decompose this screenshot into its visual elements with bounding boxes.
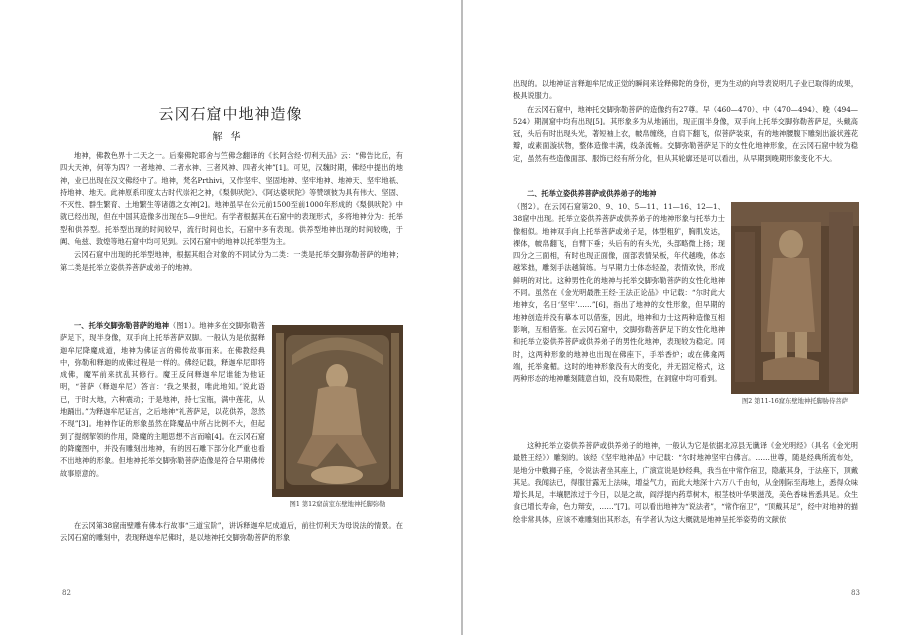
figure1-image: [272, 325, 403, 497]
figure1-relief: [272, 325, 403, 497]
right-closing-paragraph: 这种托举立姿供养菩萨或供养弟子的地神，一般认为它是依据北凉县无谶译《金光明经》（具名《金光明最胜王经》）雕刻的。该经《坚牢地神品》中记载：“尔时地神坚牢白佛言。……世尊，随是经典所流布处，是地分中敷狮子座，令说法者坐其座上，广演宣说是妙经典，我当在中常作宿卫，隐蔽其身，于法座下，顶戴其足。我闻法已，得服甘露无上法味，增益气力，而此大地深十六万八千由旬，从金刚际至海地上，悉得众味增长具足，丰壤肥浓过于今日，以是之故，阎浮提内药草树木，根茎枝叶华果滋茂，美色香味皆悉具足。众生食已增长寿命，色力辩安，……”[7]。可以看出地神为“说法者”，“常作宿卫”，“顶戴其足”，经中对地神的描绘非常具体，应该不难雕刻出其形态，有学者认为这大概就是地神呈托举姿势的文献依: [513, 441, 859, 524]
figure1-caption: 图1 第12窟前室东壁地神托脚弥勒: [289, 501, 386, 508]
section2-heading-paragraph: [513, 188, 858, 200]
right-page: [463, 0, 924, 635]
figure2-image: [731, 202, 859, 394]
right-closing-text: [513, 440, 858, 527]
section1-body: （图1）。地神多在交脚弥勒菩萨足下，现半身像，双手向上托举菩萨双脚。一般认为是依据释迦牟尼降魔成道，地神为佛证言的佛传故事而来。在佛教经典中，弥勒和释迦的成佛过程是一样的。佛经记载，释迦牟尼即将成佛，魔军前来扰乱其修行。魔王反问释迦牟尼谁能为他证明，“菩萨（释迦牟尼）答言：‘我之果报，唯此地知。’说此语已，于时大地，六种震动；于是地神，持七宝瓶，满中莲花，从地踊出。”为释迦牟尼证言，之后地神“礼菩萨足，以花供养，忽然不现”[3]。地神作证的形象虽然在降魔品中所占比例不大，但起到了提纲挈领的作用，降魔的主题思想不言而喻[4]。在云冈石窟的降魔图中，并没有雕刻出地神，有的因石雕下部分化严重也看不出地神的形象。但地神托举交脚弥勒菩萨造像是符合早期佛传故事原意的。: [60, 321, 266, 478]
left-closing-paragraph: 在云冈第38窟南壁雕有佛本行故事“三道宝阶”，讲诉释迦牟尼成道后，前往忉利天为母说法的情景。在云冈石窟的雕刻中，表现释迦牟尼佛时，是以地神托交脚弥勒菩萨的形象: [60, 521, 403, 543]
left-closing-text: [60, 520, 403, 546]
article-author: 解华: [212, 132, 249, 143]
article-title: 云冈石窟中地神造像: [158, 105, 303, 123]
figure2-relief: [731, 202, 859, 394]
figure2-caption: 图2 第11-16窟东壁地神托脚胁侍菩萨: [741, 398, 849, 405]
right-top-text: [513, 78, 858, 166]
intro-paragraph-1: 地神，佛教色界十二天之一。后秦佛陀耶舍与竺佛念翻译的《长阿含经·忉利天品》云：“佛告比丘，有四大天神，何等为四？一者地神、二者水神、三者风神、四者火神”[1]。可见，汉魏时期，佛经中提出的地神，业已出现在汉文佛经中了。地神，梵名Prthivi，又作坚牢、坚固地神、坚牢地神、地神天、坚牢地祇、持地神、地天。此神原系印度太古时代崇祀之神，《梨俱吠陀》、《阿达婆吠陀》等赞颂彼为具有伟大、坚固、不灭性、群生繁育、土地繁生等诸德之女神[2]。地神虽早在公元前1500至前1000年形成的《梨俱吠陀》中就已经出现，但在中国其造像多出现在5—9世纪。有学者根据其在石窟中的表现形式，多将地神分为：托举型和供养型。托举型出现的时间较早，流行时间也长，石窟中多有表现。供养型地神出现的时间较晚，于阗、龟兹、敦煌等地石窟中均可见到。云冈石窟中的地神以托举型为主。: [60, 151, 403, 247]
section2-heading-line: [513, 188, 858, 201]
stats-paragraph: 在云冈石窟中，地神托交脚弥勒菩萨的造像约有27尊。早（460—470）、中（470—494）、晚（494—524）期洞窟中均有出现[5]。其形象多为从地涌出，现正面半身像，双手向上托举交脚弥勒菩萨足，头戴高冠，头后有时出现头光，著短袖上衣，帔帛缠绕，自肩下翻飞，似菩萨装束，有的地神腰腹下雕刻出漩状莲花瓣，或素面漩状物，整体造像丰满，线条流畅。交脚弥勒菩萨足下的女性化地神形象，在云冈石窟中较为稳定，虽然有些造像面部、服饰已经有所分化，但从其轮廓还是可以看出，从早期到晚期形象变化不大。: [513, 104, 859, 163]
left-page-number: 82: [62, 589, 71, 597]
intro-text: [60, 150, 403, 275]
continuation-paragraph: 出现的。以地神证言释迦牟尼成正觉的瞬间来诠释佛陀的身份，更为生动的向导表说明几子业已取得的成果，极具说服力。: [513, 79, 859, 101]
section2-body: （图2）。在云冈石窟第20、9、10、5—11、11—16、12—1、38窟中出现。托举立姿供养菩萨或供养弟子的地神形象与托举力士像相似。地神双手向上托举菩萨或弟子足，体型粗犷，胸肌发达，裸体，帔帛翻飞，自臂下垂；头后有的有头光，头部略微上扬；现四分之三面相，有时也现正面像，面部表情呆板，年代越晚，体态越笨拙，雕刻手法越简练。与早期力士体态轻盈，表情欢快，形成鲜明的对比。这种男性化的地神与托举交脚弥勒菩萨的女性化地神不同。虽然在《金光明最胜王经·王法正论品》中记载：“尔时此大地神女，名日‘坚牢’……”[6]，指出了地神的女性形象，但早期的地神创造并没有摹本可以借鉴，因此，地神和力士这两种造像互相影响，互相借鉴。在云冈石窟中，交脚弥勒菩萨足下的女性化地神和托举立姿供养菩萨或供养弟子的男性化地神，表现较为稳定。同时，这两种形象的地神也出现在佛座下，手举香炉；或在佛龛两端，托举龛楣。这时的地神形象没有大的变化，并无固定格式，这两种形态的地神雕刻随意自如，没有局限性，在洞窟中均可看到。: [513, 202, 725, 384]
section2-text: [513, 201, 725, 431]
section2-heading: 二、托举立姿供养菩萨或供养弟子的地神: [527, 189, 657, 198]
right-page-number: 83: [851, 589, 860, 597]
section1-text: [60, 320, 265, 481]
section1-heading: 一、托举交脚弥勒菩萨的地神: [74, 321, 170, 330]
section1-paragraph: [60, 320, 265, 480]
intro-paragraph-2: 云冈石窟中出现的托举型地神，根据其组合对象的不同试分为二类：一类是托举交脚弥勒菩萨的地神；第二类是托举立姿供养菩萨或弟子的地神。: [60, 250, 403, 272]
left-page: [0, 0, 461, 635]
